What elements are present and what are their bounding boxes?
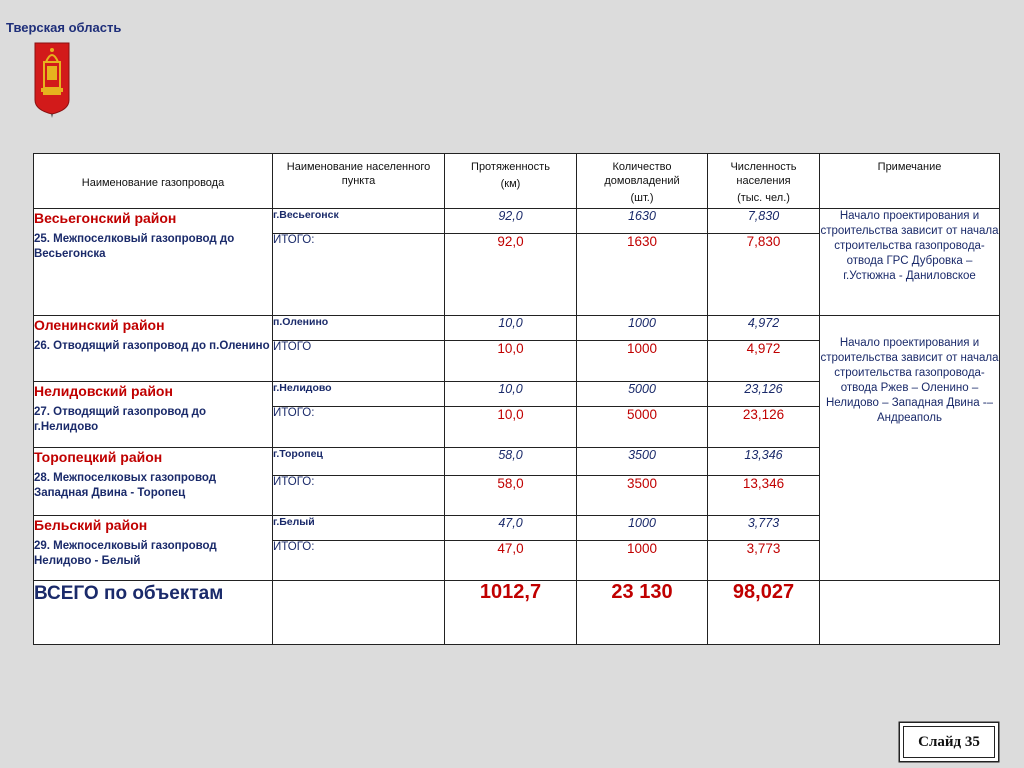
subtotal-label: ИТОГО <box>273 341 445 382</box>
subtotal-population: 3,773 <box>708 541 820 581</box>
subtotal-households: 5000 <box>577 407 708 448</box>
locality-cell: г.Белый <box>273 516 445 541</box>
grand-total-length: 1012,7 <box>445 581 577 645</box>
header-length: Протяженность (км) <box>445 154 577 209</box>
subtotal-population: 7,830 <box>708 234 820 316</box>
length-cell: 10,0 <box>445 316 577 341</box>
grand-total-label: ВСЕГО по объектам <box>34 581 273 645</box>
district-cell <box>34 448 273 516</box>
note-cell: Начало проектирования и строительства зависит от начала строительства газопровода-отвода ГРС Дубровка – г.Устюжна - Даниловское <box>820 209 1000 316</box>
header-locality: Наименование населенного пункта <box>273 154 445 209</box>
subtotal-length: 10,0 <box>445 407 577 448</box>
table-row <box>34 316 1000 341</box>
subtotal-length: 58,0 <box>445 476 577 516</box>
population-cell: 4,972 <box>708 316 820 341</box>
length-cell: 92,0 <box>445 209 577 234</box>
subtotal-length: 10,0 <box>445 341 577 382</box>
length-cell: 58,0 <box>445 448 577 476</box>
households-cell: 1000 <box>577 516 708 541</box>
slide-number-box <box>903 726 995 758</box>
header-population: Численность населения (тыс. чел.) <box>708 154 820 209</box>
pipeline-name: 26. Отводящий газопровод до п.Оленино <box>34 340 270 352</box>
pipeline-name: 25. Межпоселковый газопровод до Весьегонска <box>34 233 235 260</box>
subtotal-population: 23,126 <box>708 407 820 448</box>
population-cell: 7,830 <box>708 209 820 234</box>
header-note: Примечание <box>820 154 1000 209</box>
coat-of-arms-icon <box>34 42 70 118</box>
subtotal-households: 1630 <box>577 234 708 316</box>
pipeline-name: 27. Отводящий газопровод до г.Нелидово <box>34 406 206 433</box>
district-cell <box>34 316 273 382</box>
district-name: Торопецкий район <box>34 449 163 465</box>
households-cell: 5000 <box>577 382 708 407</box>
district-name: Нелидовский район <box>34 383 173 399</box>
grand-total-households: 23 130 <box>577 581 708 645</box>
population-cell: 13,346 <box>708 448 820 476</box>
gas-pipeline-table <box>33 153 1000 645</box>
subtotal-label: ИТОГО: <box>273 407 445 448</box>
locality-cell: г.Весьегонск <box>273 209 445 234</box>
note-cell: Начало проектирования и строительства зависит от начала строительства газопровода-отвода Ржев – Оленино – Нелидово – Западная Двина -– Андреаполь <box>820 316 1000 581</box>
length-cell: 10,0 <box>445 382 577 407</box>
subtotal-population: 4,972 <box>708 341 820 382</box>
header-households: Количество домовладений (шт.) <box>577 154 708 209</box>
district-name: Бельский район <box>34 517 148 533</box>
households-cell: 1630 <box>577 209 708 234</box>
district-name: Оленинский район <box>34 317 165 333</box>
pipeline-name: 28. Межпоселковых газопровод Западная Двина - Торопец <box>34 472 217 499</box>
subtotal-label: ИТОГО: <box>273 234 445 316</box>
region-title: Тверская область <box>6 20 122 35</box>
slide-number: Слайд 35 <box>918 734 980 750</box>
subtotal-households: 1000 <box>577 541 708 581</box>
grand-total-population: 98,027 <box>708 581 820 645</box>
locality-cell: г.Нелидово <box>273 382 445 407</box>
locality-cell: г.Торопец <box>273 448 445 476</box>
population-cell: 3,773 <box>708 516 820 541</box>
subtotal-length: 92,0 <box>445 234 577 316</box>
grand-total-note-empty <box>820 581 1000 645</box>
table-row <box>34 209 1000 234</box>
subtotal-households: 3500 <box>577 476 708 516</box>
header-pipeline: Наименование газопровода <box>34 154 273 209</box>
district-name: Весьегонский район <box>34 210 177 226</box>
grand-total-empty <box>273 581 445 645</box>
population-cell: 23,126 <box>708 382 820 407</box>
locality-cell: п.Оленино <box>273 316 445 341</box>
pipeline-name: 29. Межпоселковый газопровод Нелидово - Белый <box>34 540 217 567</box>
subtotal-length: 47,0 <box>445 541 577 581</box>
district-cell <box>34 516 273 581</box>
grand-total-row <box>34 581 1000 645</box>
subtotal-label: ИТОГО: <box>273 476 445 516</box>
subtotal-population: 13,346 <box>708 476 820 516</box>
header-row <box>34 154 1000 209</box>
district-cell <box>34 209 273 316</box>
district-cell <box>34 382 273 448</box>
subtotal-households: 1000 <box>577 341 708 382</box>
households-cell: 3500 <box>577 448 708 476</box>
length-cell: 47,0 <box>445 516 577 541</box>
subtotal-label: ИТОГО: <box>273 541 445 581</box>
households-cell: 1000 <box>577 316 708 341</box>
